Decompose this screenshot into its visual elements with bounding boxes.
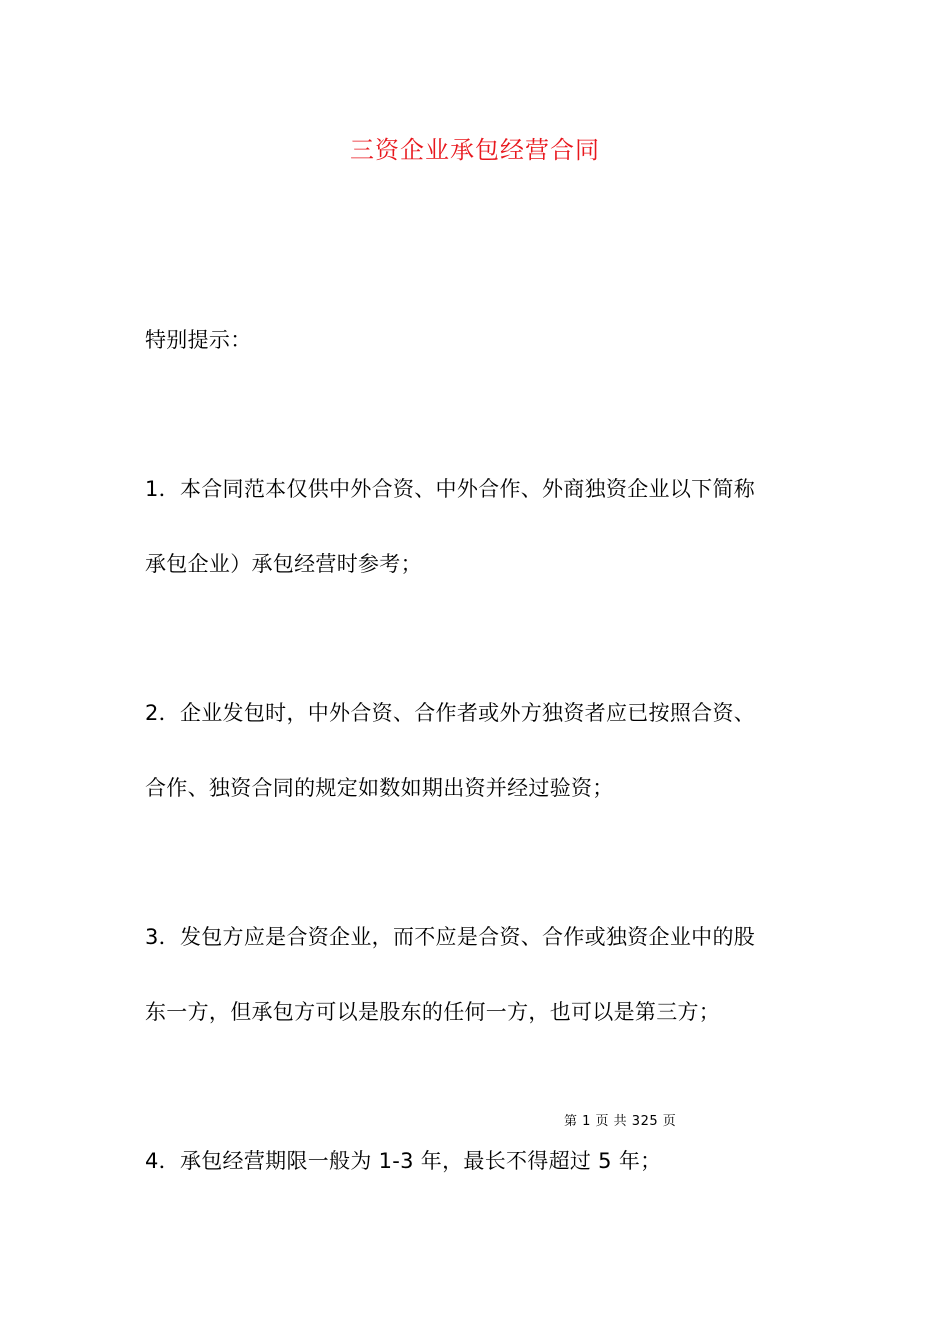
item-4-line-1: 4．承包经营期限一般为 1-3 年，最长不得超过 5 年； <box>145 1149 662 1173</box>
item-2-line-1: 2．企业发包时，中外合资、合作者或外方独资者应已按照合资、 <box>145 701 756 725</box>
item-1-line-1: 1．本合同范本仅供中外合资、中外合作、外商独资企业以下简称 <box>145 477 756 501</box>
notice-heading: 特别提示： <box>145 328 252 352</box>
item-3-line-2: 东一方，但承包方可以是股东的任何一方，也可以是第三方； <box>145 1000 721 1024</box>
item-2-line-2: 合作、独资合同的规定如数如期出资并经过验资； <box>145 776 614 800</box>
document-title: 三资企业承包经营合同 <box>350 136 600 164</box>
item-1-line-2: 承包企业）承包经营时参考； <box>145 552 422 576</box>
page-number-footer: 第 1 页 共 325 页 <box>564 1114 677 1129</box>
item-3-line-1: 3．发包方应是合资企业，而不应是合资、合作或独资企业中的股 <box>145 925 756 949</box>
